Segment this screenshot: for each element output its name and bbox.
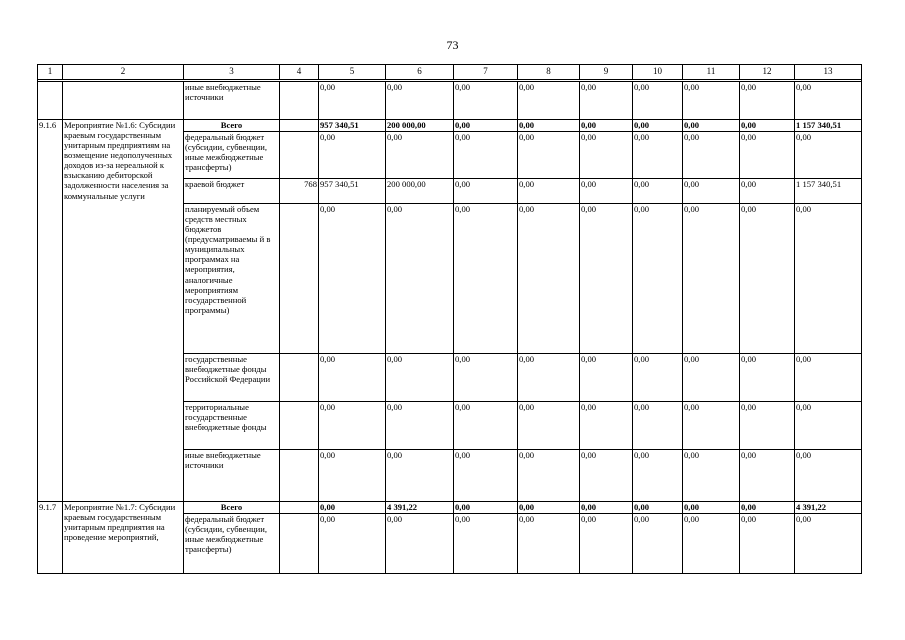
value-cell: 0,00 (454, 131, 518, 178)
source-cell: федеральный бюджет (субсидии, субвенции, иные межбюджетные трансферты) (184, 131, 280, 178)
value-cell: 0,00 (454, 178, 518, 203)
value-cell: 4 391,22 (386, 501, 454, 513)
value-cell: 0,00 (740, 119, 795, 131)
value-cell: 4 391,22 (795, 501, 862, 513)
column-header-12: 12 (740, 65, 795, 80)
value-cell: 0,00 (580, 513, 633, 573)
value-cell: 0,00 (580, 81, 633, 119)
value-cell: 0,00 (740, 353, 795, 401)
value-cell: 0,00 (683, 513, 740, 573)
value-cell: 0,00 (633, 131, 683, 178)
value-cell: 1 157 340,51 (795, 119, 862, 131)
value-cell: 0,00 (580, 353, 633, 401)
value-cell: 0,00 (580, 119, 633, 131)
col4-cell (280, 513, 319, 573)
value-cell: 0,00 (795, 353, 862, 401)
value-cell: 0,00 (633, 501, 683, 513)
value-cell: 1 157 340,51 (795, 178, 862, 203)
value-cell: 0,00 (683, 203, 740, 353)
col4-cell (280, 203, 319, 353)
column-header-6: 6 (386, 65, 454, 80)
value-cell: 0,00 (683, 81, 740, 119)
value-cell: 0,00 (454, 119, 518, 131)
column-header-13: 13 (795, 65, 862, 80)
value-cell: 0,00 (454, 401, 518, 449)
value-cell: 0,00 (518, 81, 580, 119)
value-cell: 0,00 (683, 131, 740, 178)
value-cell: 0,00 (518, 353, 580, 401)
value-cell: 0,00 (454, 449, 518, 501)
value-cell: 0,00 (454, 513, 518, 573)
page-number: 73 (446, 38, 459, 52)
value-cell: 0,00 (795, 81, 862, 119)
value-cell: 0,00 (386, 353, 454, 401)
value-cell: 0,00 (518, 178, 580, 203)
value-cell: 0,00 (386, 131, 454, 178)
value-cell: 0,00 (683, 501, 740, 513)
value-cell: 0,00 (319, 449, 386, 501)
value-cell: 0,00 (319, 353, 386, 401)
value-cell: 0,00 (386, 203, 454, 353)
source-cell: краевой бюджет (184, 178, 280, 203)
column-header-8: 8 (518, 65, 580, 80)
value-cell: 0,00 (454, 81, 518, 119)
col4-cell (280, 401, 319, 449)
value-cell: 0,00 (683, 178, 740, 203)
value-cell: 0,00 (683, 449, 740, 501)
col4-cell (280, 131, 319, 178)
value-cell: 957 340,51 (319, 119, 386, 131)
value-cell: 0,00 (795, 131, 862, 178)
table-row (38, 81, 862, 119)
col4-cell (280, 501, 319, 513)
value-cell: 0,00 (795, 203, 862, 353)
value-cell: 0,00 (518, 119, 580, 131)
value-cell: 0,00 (740, 401, 795, 449)
col4-cell: 768 (280, 178, 319, 203)
value-cell: 0,00 (319, 401, 386, 449)
value-cell: 0,00 (386, 513, 454, 573)
value-cell: 0,00 (518, 449, 580, 501)
table-row (38, 119, 862, 131)
value-cell: 0,00 (740, 203, 795, 353)
value-cell: 957 340,51 (319, 178, 386, 203)
value-cell: 0,00 (683, 353, 740, 401)
value-cell: 0,00 (683, 401, 740, 449)
measure-code: 9.1.7 (38, 501, 63, 573)
value-cell: 0,00 (518, 501, 580, 513)
column-header-4: 4 (280, 65, 319, 80)
value-cell: 0,00 (633, 513, 683, 573)
value-cell: 0,00 (454, 353, 518, 401)
budget-table (37, 64, 862, 574)
value-cell: 0,00 (580, 401, 633, 449)
col4-cell (280, 449, 319, 501)
value-cell: 0,00 (683, 119, 740, 131)
value-cell: 0,00 (518, 513, 580, 573)
value-cell: 0,00 (633, 81, 683, 119)
value-cell: 0,00 (795, 513, 862, 573)
value-cell: 0,00 (633, 178, 683, 203)
value-cell: 0,00 (580, 501, 633, 513)
column-header-5: 5 (319, 65, 386, 80)
value-cell: 0,00 (319, 81, 386, 119)
value-cell: 0,00 (580, 131, 633, 178)
value-cell: 0,00 (633, 119, 683, 131)
col4-cell (280, 119, 319, 131)
measure-title: Мероприятие №1.6: Субсидии краевым государственным унитарным предприятиям на возмещение недополученных доходов из-за нереальной к взысканию дебиторской задолженности населения за коммунальные услуги (63, 119, 184, 501)
value-cell: 0,00 (518, 401, 580, 449)
column-header-row (38, 65, 862, 80)
value-cell: 0,00 (580, 203, 633, 353)
value-cell: 0,00 (319, 131, 386, 178)
value-cell: 0,00 (740, 81, 795, 119)
table-row (38, 501, 862, 513)
value-cell: 0,00 (740, 501, 795, 513)
source-cell: планируемый объем средств местных бюджетов (предусматриваемы й в муниципальных программах на мероприятия, аналогичные мероприятиям государственной программы) (184, 203, 280, 353)
source-cell: Всего (184, 501, 280, 513)
code-cell (38, 81, 63, 119)
column-header-11: 11 (683, 65, 740, 80)
value-cell: 0,00 (740, 513, 795, 573)
measure-cell (63, 81, 184, 119)
value-cell: 0,00 (740, 449, 795, 501)
value-cell: 0,00 (454, 501, 518, 513)
col4-cell (280, 353, 319, 401)
value-cell: 0,00 (633, 353, 683, 401)
table-body (38, 65, 862, 574)
source-cell: иные внебюджетные источники (184, 449, 280, 501)
value-cell: 0,00 (454, 203, 518, 353)
measure-title: Мероприятие №1.7: Субсидии краевым государственным унитарным предприятия на проведение мероприятий, (63, 501, 184, 573)
value-cell: 0,00 (740, 178, 795, 203)
source-cell: государственные внебюджетные фонды Российской Федерации (184, 353, 280, 401)
value-cell: 0,00 (633, 449, 683, 501)
source-cell: Всего (184, 119, 280, 131)
column-header-2: 2 (63, 65, 184, 80)
source-cell: иные внебюджетные источники (184, 81, 280, 119)
column-header-3: 3 (184, 65, 280, 80)
col4-cell (280, 81, 319, 119)
value-cell: 0,00 (740, 131, 795, 178)
source-cell: федеральный бюджет (субсидии, субвенции, иные межбюджетные трансферты) (184, 513, 280, 573)
value-cell: 0,00 (518, 203, 580, 353)
column-header-1: 1 (38, 65, 63, 80)
value-cell: 0,00 (319, 501, 386, 513)
value-cell: 0,00 (319, 513, 386, 573)
value-cell: 200 000,00 (386, 119, 454, 131)
value-cell: 0,00 (580, 449, 633, 501)
value-cell: 0,00 (633, 203, 683, 353)
column-header-7: 7 (454, 65, 518, 80)
measure-code: 9.1.6 (38, 119, 63, 501)
value-cell: 0,00 (795, 401, 862, 449)
value-cell: 0,00 (518, 131, 580, 178)
value-cell: 0,00 (795, 449, 862, 501)
value-cell: 0,00 (580, 178, 633, 203)
value-cell: 200 000,00 (386, 178, 454, 203)
value-cell: 0,00 (319, 203, 386, 353)
column-header-10: 10 (633, 65, 683, 80)
value-cell: 0,00 (386, 401, 454, 449)
value-cell: 0,00 (386, 449, 454, 501)
source-cell: территориальные государственные внебюджетные фонды (184, 401, 280, 449)
value-cell: 0,00 (633, 401, 683, 449)
value-cell: 0,00 (386, 81, 454, 119)
column-header-9: 9 (580, 65, 633, 80)
